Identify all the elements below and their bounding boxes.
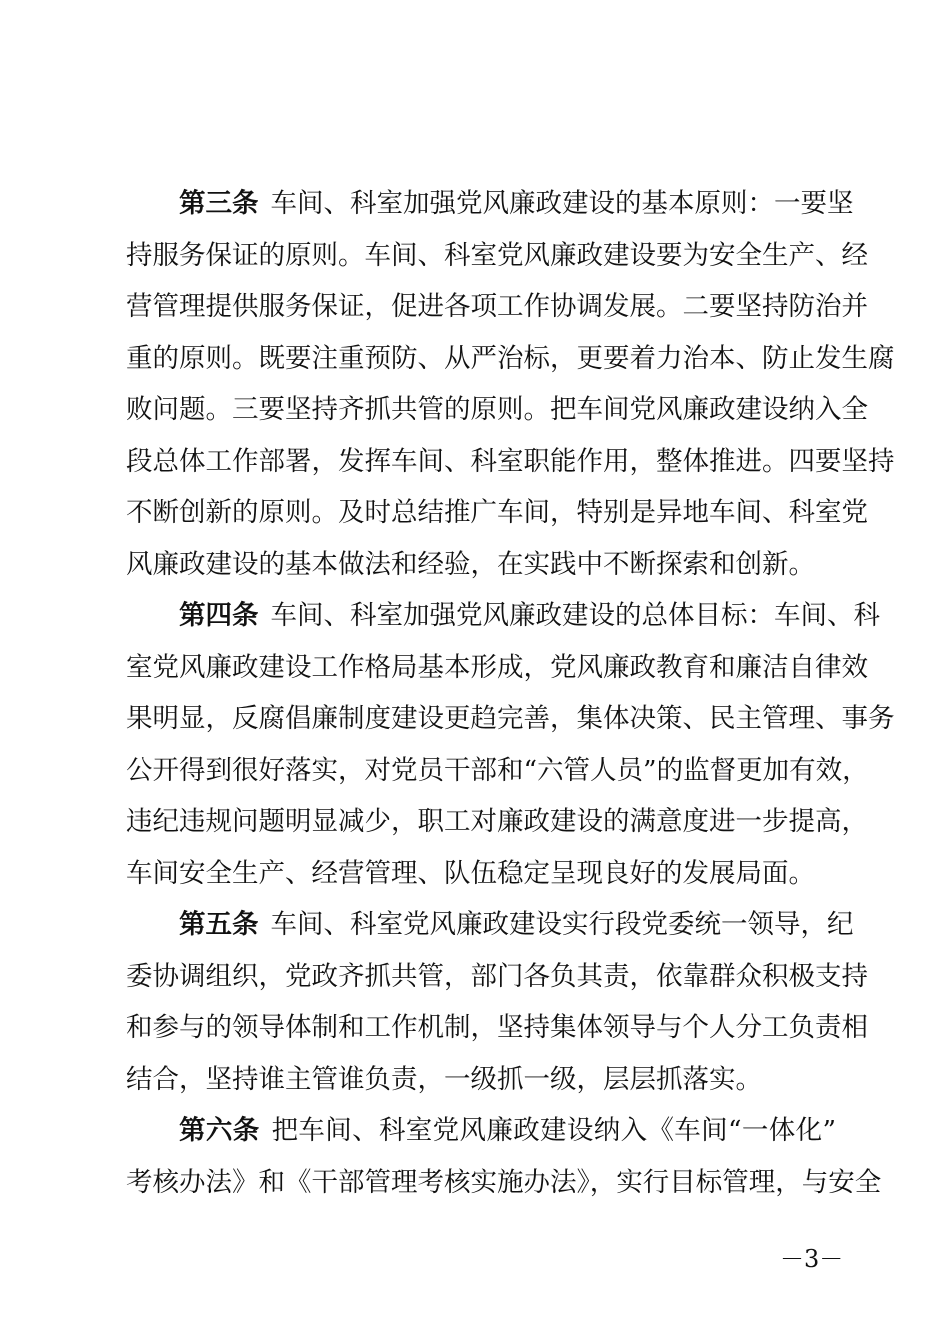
article-5-number: 第五条	[179, 909, 259, 940]
article-5-line-1	[126, 899, 854, 951]
article-3-line-7: 不断创新的原则。及时总结推广车间，特别是异地车间、科室党	[126, 497, 868, 528]
article-4-number: 第四条	[179, 600, 259, 631]
article-3-number: 第三条	[179, 188, 259, 219]
article-4-line-1	[126, 590, 880, 642]
article-3-line-1	[126, 178, 854, 230]
article-4-line-2: 室党风廉政建设工作格局基本形成，党风廉政教育和廉洁自律效	[126, 651, 868, 683]
article-5-line-2: 委协调组织，党政齐抓共管，部门各负其责，依靠群众积极支持	[126, 960, 868, 992]
article-4-line-4: 公开得到很好落实，对党员干部和“六管人员”的监督更加有效，	[126, 754, 869, 786]
article-5-line-4: 结合，坚持谁主管谁负责，一级抓一级，层层抓落实。	[126, 1063, 762, 1095]
body-text	[126, 178, 895, 1208]
article-6-line-1	[126, 1105, 836, 1157]
page-number: －3－	[780, 1245, 844, 1273]
article-3-line-5: 败问题。三要坚持齐抓共管的原则。把车间党风廉政建设纳入全	[126, 394, 868, 425]
article-5-text: 车间、科室党风廉政建设实行段党委统一领导，纪	[270, 909, 854, 940]
article-4-line-6: 车间安全生产、经营管理、队伍稳定呈现良好的发展局面。	[126, 857, 815, 889]
article-3-line-8: 风廉政建设的基本做法和经验，在实践中不断探索和创新。	[126, 548, 815, 580]
article-6-line-2: 考核办法》和《干部管理考核实施办法》，实行目标管理，与安全	[126, 1166, 882, 1198]
article-3-line-4: 重的原则。既要注重预防、从严治标，更要着力治本、防止发生腐	[126, 342, 895, 374]
article-6-number: 第六条	[179, 1115, 260, 1146]
article-3-line-6: 段总体工作部署，发挥车间、科室职能作用，整体推进。四要坚持	[126, 445, 895, 477]
article-6-text: 把车间、科室党风廉政建设纳入《车间“一体化”	[271, 1115, 836, 1146]
article-4-line-5: 违纪违规问题明显减少，职工对廉政建设的满意度进一步提高，	[126, 806, 868, 837]
article-5-line-3: 和参与的领导体制和工作机制，坚持集体领导与个人分工负责相	[126, 1012, 868, 1043]
article-3-text: 车间、科室加强党风廉政建设的基本原则：一要坚	[270, 188, 854, 219]
article-3-line-2: 持服务保证的原则。车间、科室党风廉政建设要为安全生产、经	[126, 239, 868, 271]
article-4-line-3: 果明显，反腐倡廉制度建设更趋完善，集体决策、民主管理、事务	[126, 703, 895, 734]
article-3-line-3: 营管理提供服务保证，促进各项工作协调发展。二要坚持防治并	[126, 291, 868, 322]
article-4-text: 车间、科室加强党风廉政建设的总体目标：车间、科	[270, 600, 880, 631]
